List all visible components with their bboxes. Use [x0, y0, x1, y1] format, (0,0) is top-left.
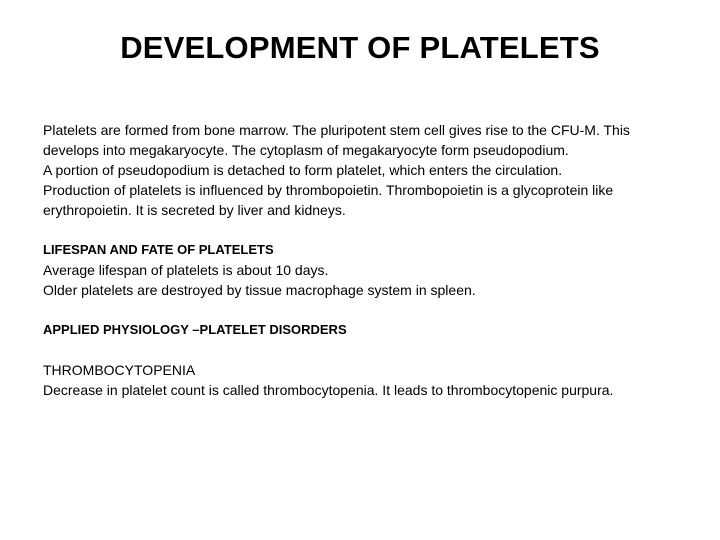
- slide-body: [43, 120, 683, 400]
- thrombocytopenia-heading: THROMBOCYTOPENIA: [43, 362, 196, 378]
- intro-paragraph-pseudopodium: A portion of pseudopodium is detached to form platelet, which enters the circulation.: [43, 162, 563, 178]
- spacer: [43, 220, 683, 240]
- intro-paragraph-thrombopoietin: Production of platelets is influenced by thrombopoietin. Thrombopoietin is a glycoprotein like erythropoietin. It is secreted by liver and kidneys.: [43, 182, 614, 218]
- lifespan-heading: LIFESPAN AND FATE OF PLATELETS: [43, 242, 274, 257]
- spacer: [43, 340, 683, 360]
- lifespan-line-destroyed: Older platelets are destroyed by tissue macrophage system in spleen.: [43, 282, 476, 298]
- spacer: [43, 300, 683, 320]
- thrombocytopenia-text: Decrease in platelet count is called thrombocytopenia. It leads to thrombocytopenic purpura.: [43, 382, 614, 398]
- slide-title: DEVELOPMENT OF PLATELETS: [120, 30, 600, 65]
- applied-physiology-heading: APPLIED PHYSIOLOGY –PLATELET DISORDERS: [43, 322, 347, 337]
- lifespan-line-average: Average lifespan of platelets is about 10 days.: [43, 262, 329, 278]
- intro-paragraph-formation: Platelets are formed from bone marrow. The pluripotent stem cell gives rise to the CFU-M. This develops into megakaryocyte. The cytoplasm of megakaryocyte form pseudopodium.: [43, 122, 630, 158]
